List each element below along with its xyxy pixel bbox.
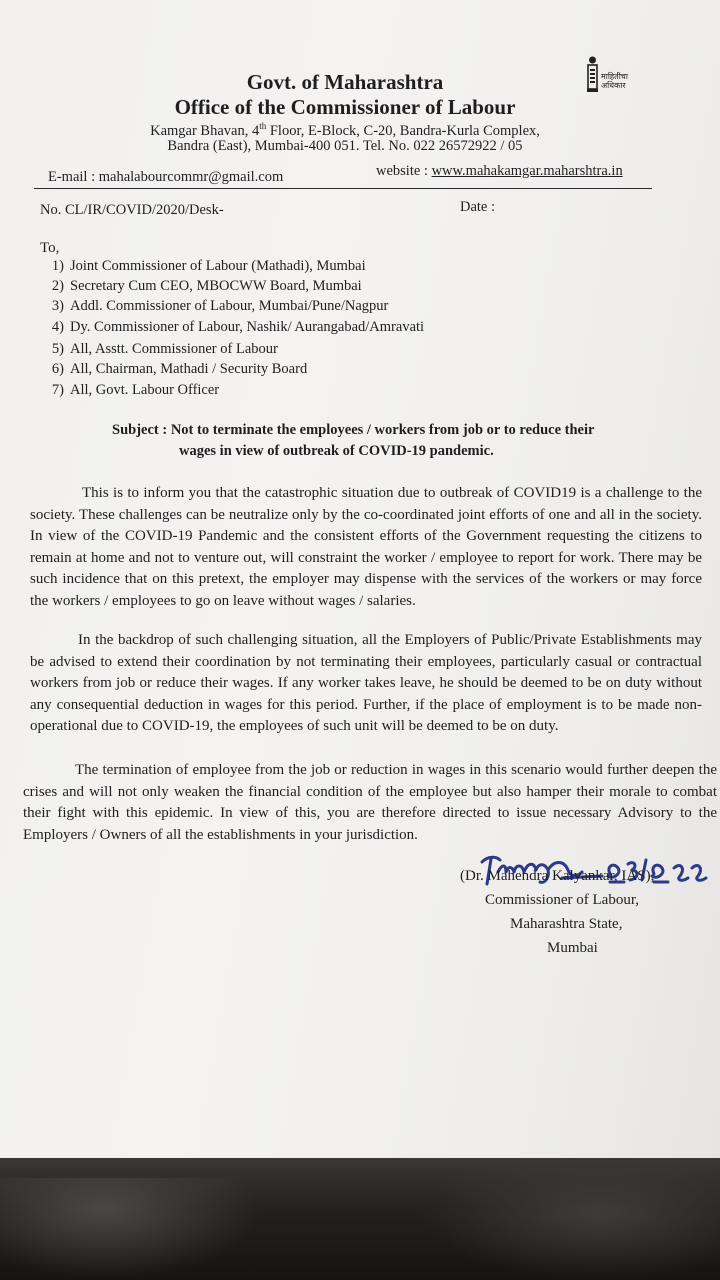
recipient-number: 1) [51,258,64,274]
recipient-text: Joint Commissioner of Labour (Mathadi), Mumbai [70,258,366,274]
background-surface [0,1158,720,1280]
recipient-number: 6) [51,361,64,377]
recipient-item [38,258,366,275]
subject-line-1 [112,422,594,439]
office-title: Office of the Commissioner of Labour [174,95,516,119]
header-divider [34,188,652,189]
address-line-1-pre: Kamgar Bhavan, 4 [150,122,260,139]
signatory-name: (Dr. Mahendra Kalyankar, IAS), [460,868,655,884]
background-shadow [420,1168,720,1280]
background-shadow [0,1178,260,1280]
signatory-city: Mumbai [547,940,598,956]
subject-line-2: wages in view of outbreak of COVID-19 pandemic. [179,443,494,459]
address-line-1-post: Floor, E-Block, C-20, Bandra-Kurla Complex, [266,122,540,139]
recipient-item [38,361,307,378]
email-label: E-mail : [48,169,99,185]
recipient-text: All, Asstt. Commissioner of Labour [70,341,278,357]
recipient-number: 4) [51,319,64,335]
emblem-caption-line1: माहितीचा [601,72,628,81]
recipient-number: 3) [51,298,64,314]
signatory-state: Maharashtra State, [510,916,623,932]
signatory-designation: Commissioner of Labour, [485,892,639,908]
recipient-item [38,382,219,399]
body-paragraph-1: This is to inform you that the catastrophic situation due to outbreak of COVID19 is a challenge to the society. These challenges can be neutralize only by the co-coordinated joint efforts of one and all in the society. In view of the COVID-19 Pandemic and the consistent efforts of the Government requesting the citizens to remain at home and not to venture out, will constraint the worker / employee to report for work. There may be such incidence that on this pretext, the employer may dispense with the services of the workers or may force the workers / employees to go on leave without wages / salaries. [30,485,702,609]
reference-number: No. CL/IR/COVID/2020/Desk- [40,202,224,218]
recipient-text: Secretary Cum CEO, MBOCWW Board, Mumbai [70,278,362,294]
recipient-text: Addl. Commissioner of Labour, Mumbai/Pune/Nagpur [70,298,389,314]
recipient-text: All, Govt. Labour Officer [70,382,220,398]
recipient-item [38,319,424,336]
address-line-1-sup: th [259,121,267,131]
recipient-number: 2) [51,278,64,294]
website-label: website : [376,163,432,179]
recipient-number: 5) [51,341,64,357]
to-label: To, [40,240,60,256]
address-line-1 [0,121,690,140]
recipient-item [38,341,278,358]
recipient-item [38,298,388,315]
emblem-caption-line2: अधिकार [601,81,626,90]
email-row [48,169,283,186]
email-address: mahalabourcommr@gmail.com [98,169,284,185]
body-paragraph-3: The termination of employee from the job or reduction in wages in this scenario would further deepen the crises and will not only weaken the financial condition of the employee but also hamper their morale to combat their fight with this epidemic. In view of this, you are therefore directed to issue necessary Advisory to the Employers / Owners of all the establishments in your jurisdiction. [23,762,717,843]
subject-label: Subject : [112,422,171,438]
recipient-item [38,278,362,295]
website-link: www.mahakamgar.maharshtra.in [431,163,623,179]
govt-title: Govt. of Maharashtra [246,70,444,94]
body-paragraph-2: In the backdrop of such challenging situation, all the Employers of Public/Private Establishments may be advised to extend their coordination by not terminating their employees, particularly casual or contractual workers from job or reduce their wages. If any worker takes leave, he should be deemed to be on duty without any consequential deduction in wages for this period. Further, if the place of employment is to be made non-operational due to COVID-19, the employees of such unit will be deemed to be on duty. [30,632,702,735]
subject-text-1: Not to terminate the employees / workers from job or to reduce their [170,422,595,438]
recipient-number: 7) [51,382,64,398]
website-row [376,163,623,180]
date-label: Date : [460,199,496,215]
recipient-text: All, Chairman, Mathadi / Security Board [70,361,308,377]
address-line-2: Bandra (East), Mumbai-400 051. Tel. No. 022 26572922 / 05 [167,138,523,154]
recipient-text: Dy. Commissioner of Labour, Nashik/ Aurangabad/Amravati [70,319,425,335]
